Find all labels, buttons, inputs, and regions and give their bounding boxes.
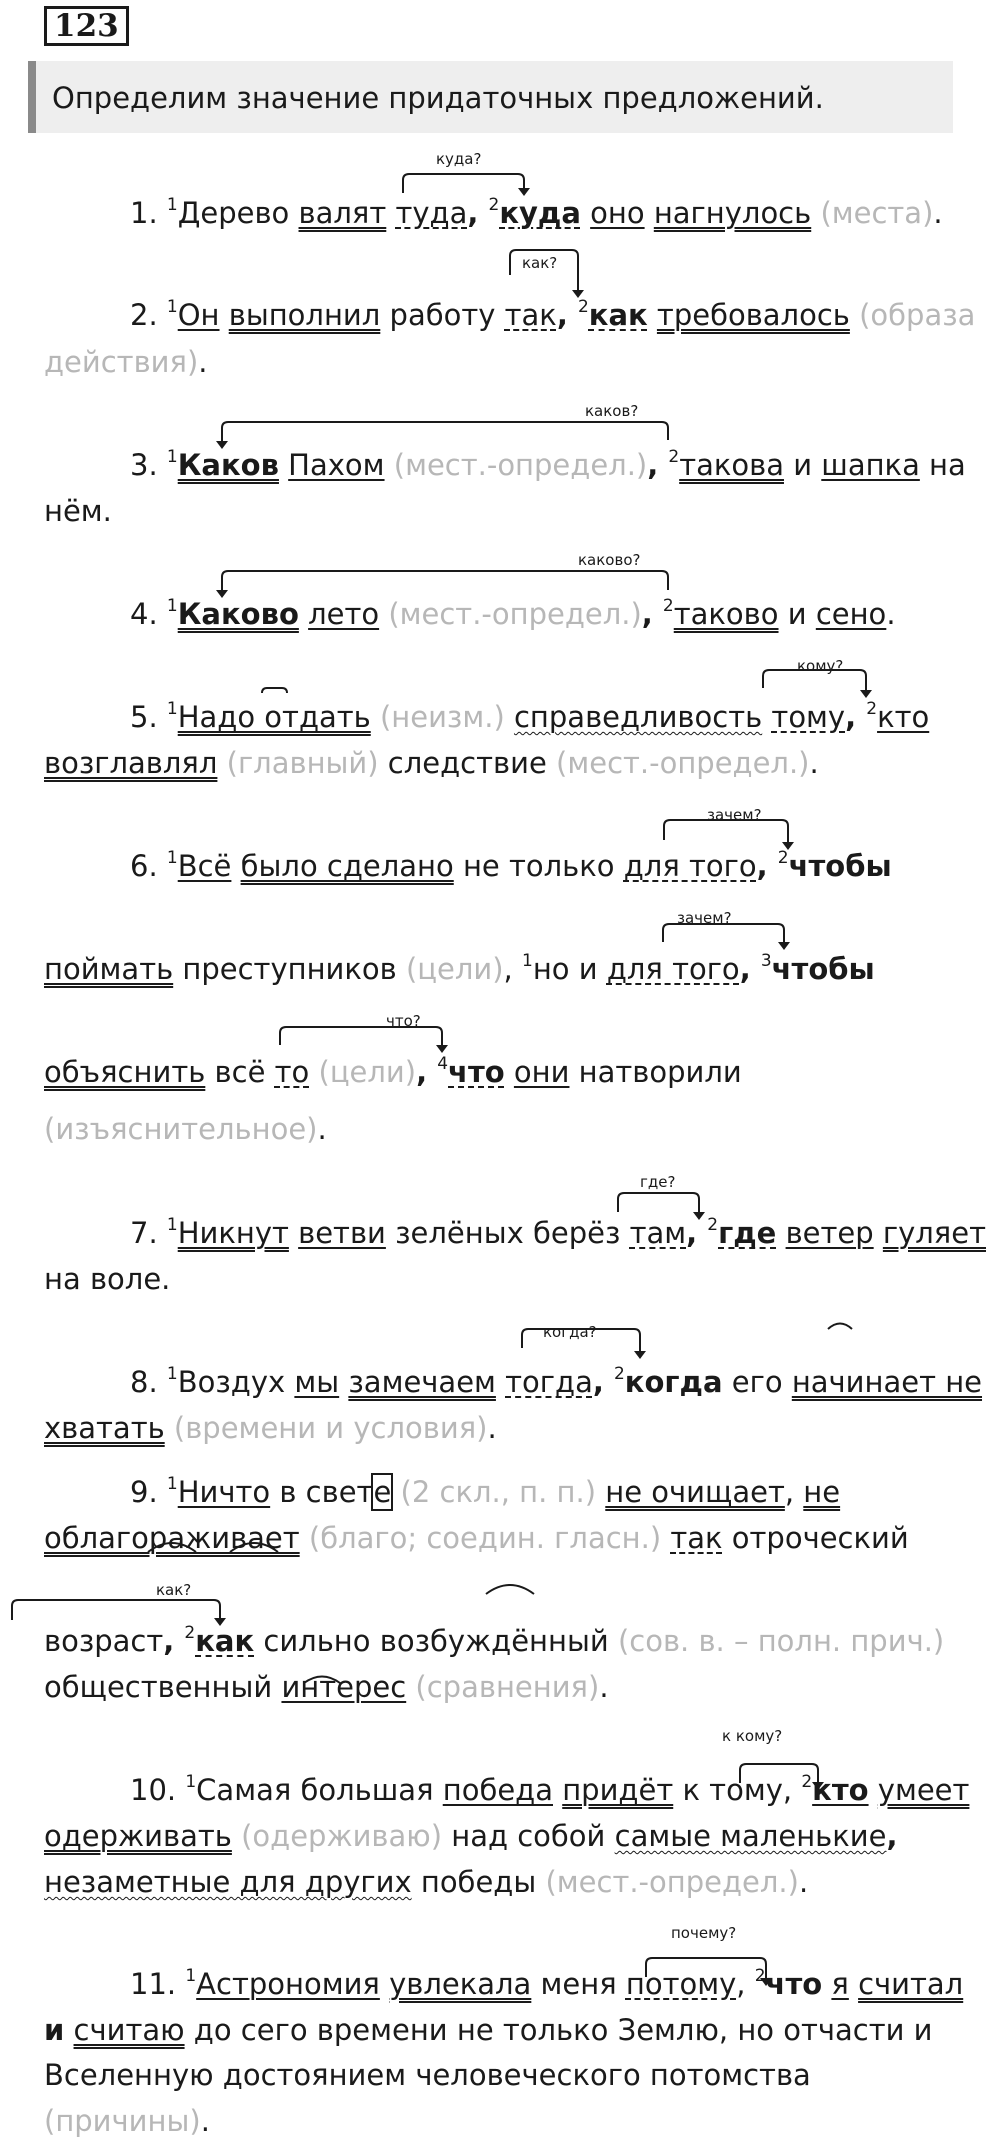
- sentence-9-line-1: 9. $^1$Ничто в свете (2 скл., п. п.) не очищает, не: [130, 1474, 841, 1509]
- question-label: к кому?: [722, 1727, 783, 1745]
- sentence-8-line-2: хватать (времени и условия).: [44, 1411, 497, 1445]
- sentence-11-line-4: (причины).: [44, 2104, 210, 2138]
- sentence-11-line-3: Вселенную достоянием человеческого потомства: [44, 2058, 811, 2092]
- sentence-2-line-2: действия).: [44, 345, 208, 379]
- question-label: зачем?: [677, 909, 732, 927]
- question-label: каково?: [578, 551, 641, 569]
- sentence-9-line-4: общественный интерес (сравнения).: [44, 1670, 609, 1704]
- sentence-11-line-1: 11. $^1$Астрономия увлекала меня потому, $^2$что я считал: [130, 1966, 964, 2001]
- question-label: где?: [640, 1173, 676, 1191]
- sentence-6-line-3: объяснить всё то (цели), $^4$что они натворили: [44, 1054, 742, 1089]
- sentence-10-line-2: одерживать (одерживаю) над собой самые маленькие,: [44, 1819, 898, 1853]
- sentence-10-line-3: незаметные для других победы (мест.-определ.).: [44, 1865, 809, 1899]
- sentence-5-line-2: возглавлял (главный) следствие (мест.-определ.).: [44, 746, 819, 780]
- sentence-1: 1. $^1$Дерево валят туда, $^2$куда оно нагнулось (места).: [130, 195, 943, 230]
- question-label: когда?: [543, 1323, 597, 1341]
- sentence-6-line-1: 6. $^1$Всё было сделано не только для того, $^2$чтобы: [130, 848, 892, 883]
- question-label: почему?: [671, 1924, 737, 1942]
- question-label: куда?: [436, 150, 482, 168]
- sentence-3-line-2: нём.: [44, 494, 112, 528]
- sentence-2-line-1: 2. $^1$Он выполнил работу так, $^2$как требовалось (образа: [130, 297, 976, 332]
- question-label: каков?: [585, 402, 639, 420]
- instruction-text: Определим значение придаточных предложений.: [52, 81, 824, 115]
- sentence-4: 4. $^1$Каково лето (мест.-определ.), $^2$таково и сено.: [130, 596, 896, 631]
- question-label: что?: [386, 1012, 421, 1030]
- sentence-6-line-4: (изъяснительное).: [44, 1112, 327, 1146]
- sentence-6-line-2: поймать преступников (цели), $^1$но и для того, $^3$чтобы: [44, 951, 875, 986]
- sentence-7-line-1: 7. $^1$Никнут ветви зелёных берёз там, $^2$где ветер гуляет: [130, 1215, 986, 1250]
- sentence-9-line-2: облагораживает (благо; соедин. гласн.) так отроческий: [44, 1521, 909, 1555]
- question-label: как?: [522, 254, 558, 272]
- sentence-5-line-1: 5. $^1$Надо отдать (неизм.) справедливость тому, $^2$кто: [130, 699, 930, 734]
- sentence-9-line-3: возраст, $^2$как сильно возбуждённый (сов. в. – полн. прич.): [44, 1623, 945, 1658]
- sentence-8-line-1: 8. $^1$Воздух мы замечаем тогда, $^2$когда его начинает не: [130, 1364, 983, 1399]
- task-number: 123: [44, 6, 129, 46]
- sentence-11-line-2: и считаю до сего времени не только Землю, но отчасти и: [44, 2013, 933, 2047]
- sentence-3-line-1: 3. $^1$Каков Пахом (мест.-определ.), $^2$такова и шапка на: [130, 447, 966, 482]
- sentence-10-line-1: 10. $^1$Самая большая победа придёт к тому, $^2$кто умеет: [130, 1772, 970, 1807]
- question-label: как?: [156, 1581, 192, 1599]
- question-label: кому?: [797, 657, 844, 675]
- sentence-7-line-2: на воле.: [44, 1262, 171, 1296]
- question-label: зачем?: [707, 806, 762, 824]
